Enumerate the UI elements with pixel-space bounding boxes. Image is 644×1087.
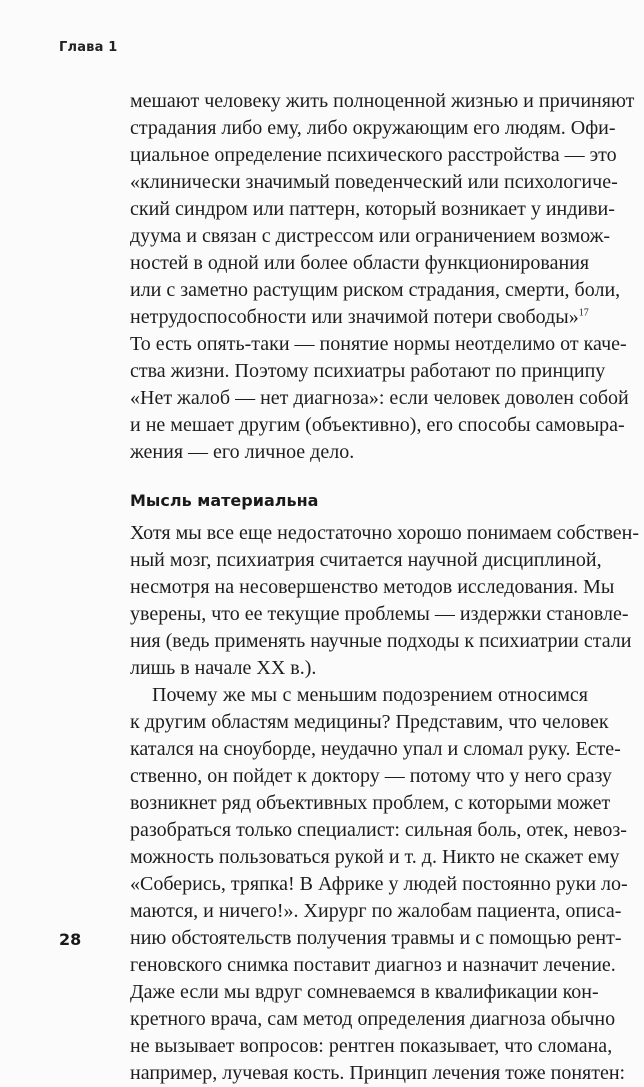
text-line: ный мозг, психиатрия считается научной дисциплиной, xyxy=(130,549,602,571)
section-heading: Мысль материальна xyxy=(130,491,319,510)
text-line-content: нетрудоспособности или значимой потери свободы» xyxy=(130,306,579,328)
text-line: лишь в начале XX в.). xyxy=(130,657,317,679)
text-line: не вызывает вопросов: рентген показывает, что сломана, xyxy=(130,1035,613,1057)
text-column xyxy=(130,88,640,1087)
text-line: ния (ведь применять научные подходы к психиатрии стали xyxy=(130,630,632,652)
text-line: несмотря на несовершенство методов исследования. Мы xyxy=(130,576,615,598)
text-line: возникнет ряд объективных проблем, с которыми может xyxy=(130,792,611,814)
text-line: ственно, он пойдет к доктору — потому что у него сразу xyxy=(130,765,612,787)
text-line: и не мешает другим (объективно), его способы самовыра- xyxy=(130,414,625,436)
text-line: Почему же мы с меньшим подозрением относимся xyxy=(152,684,588,706)
text-line: ский синдром или паттерн, который возникает у индиви- xyxy=(130,198,615,220)
paragraph-2 xyxy=(130,520,640,682)
paragraph-3 xyxy=(130,682,628,1087)
text-line: маются, и ничего!». Хирург по жалобам пациента, описа- xyxy=(130,900,622,922)
text-line: геновского снимка поставит диагноз и назначит лечение. xyxy=(130,954,616,976)
text-line: Даже если мы вдруг сомневаемся в квалификации кон- xyxy=(130,981,599,1003)
text-line: «Соберись, тряпка! В Африке у людей постоянно руки ло- xyxy=(130,873,628,895)
text-line: катался на сноуборде, неудачно упал и сломал руку. Есте- xyxy=(130,738,621,760)
text-line: То есть опять-таки — понятие нормы неотделимо от каче- xyxy=(130,333,627,355)
text-line: можность пользоваться рукой и т. д. Никто не скажет ему xyxy=(130,846,620,868)
text-line: или с заметно растущим риском страдания, смерти, боли, xyxy=(130,279,621,301)
text-line: нию обстоятельств получения травмы и с помощью рент- xyxy=(130,927,622,949)
text-line: Хотя мы все еще недостаточно хорошо понимаем собствен- xyxy=(130,522,640,544)
text-line: к другим областям медицины? Представим, что человек xyxy=(130,711,609,733)
text-line: дуума и связан с дистрессом или ограничением возмож- xyxy=(130,225,611,247)
text-line: жения — его личное дело. xyxy=(130,441,355,463)
text-line: страдания либо ему, либо окружающим его людям. Офи- xyxy=(130,117,616,139)
text-line: «клинически значимый поведенческий или психологиче- xyxy=(130,171,618,193)
text-line: мешают человеку жить полноценной жизнью и причиняют xyxy=(130,90,635,112)
text-line: ства жизни. Поэтому психиатры работают по принципу xyxy=(130,360,606,382)
text-line: кретного врача, сам метод определения диагноза обычно xyxy=(130,1008,616,1030)
text-line: например, лучевая кость. Принцип лечения тоже понятен: xyxy=(130,1062,626,1084)
footnote-reference[interactable]: 17 xyxy=(578,307,589,319)
text-line: «Нет жалоб — нет диагноза»: если человек доволен собой xyxy=(130,387,629,409)
text-line: уверены, что ее текущие проблемы — издержки становле- xyxy=(130,603,629,625)
text-line: разобраться только специалист: сильная боль, отек, невоз- xyxy=(130,819,627,841)
page-number: 28 xyxy=(59,930,82,949)
text-line: циальное определение психического расстройства — это xyxy=(130,144,617,166)
running-head: Глава 1 xyxy=(59,40,118,55)
paragraph-1 xyxy=(130,88,635,466)
text-line-with-footnote xyxy=(130,304,588,331)
text-line: ностей в одной или более области функционирования xyxy=(130,252,590,274)
